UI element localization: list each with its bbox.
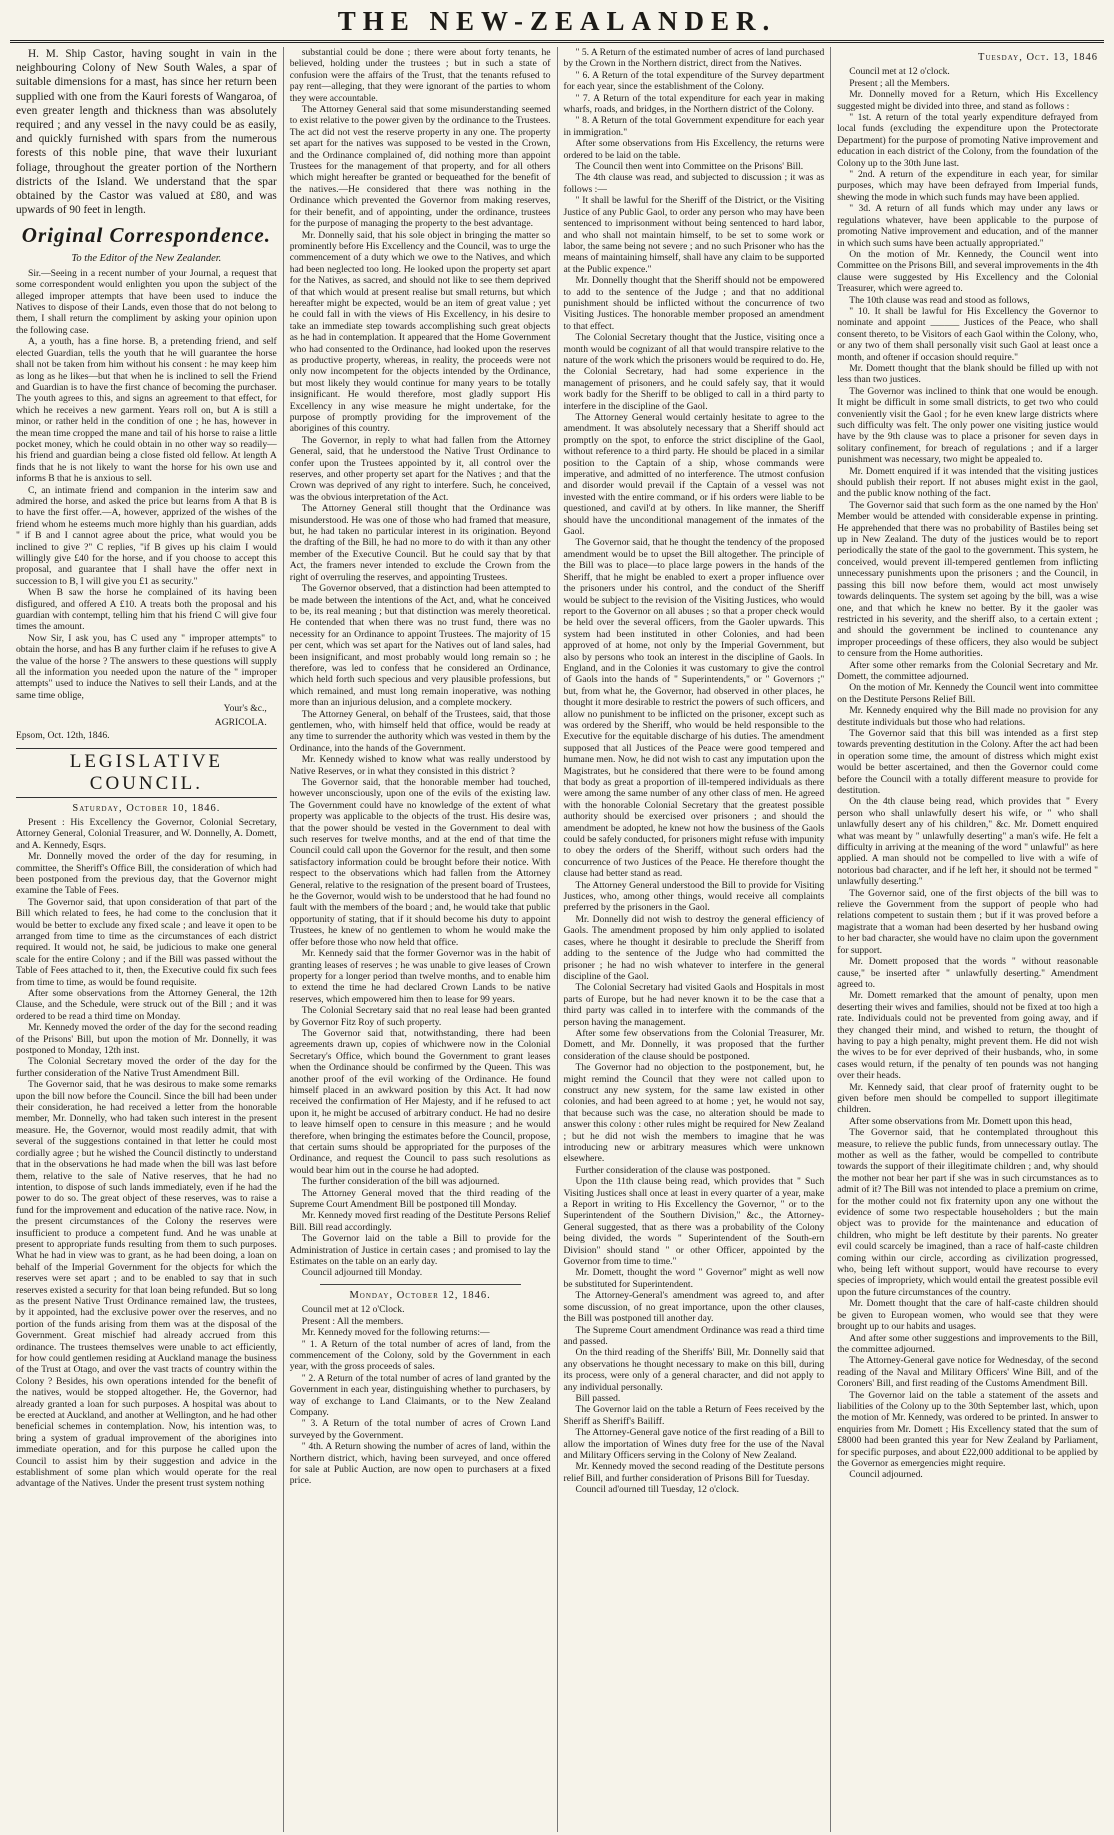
proceedings-paragraph: Mr. Domett proposed that the words " without reasonable cause," be inserted after " unlawfully deserting." Amendment agreed to. — [837, 956, 1098, 990]
proceedings-paragraph: The Attorney General would certainly hesitate to agree to the amendment. It was absolutely necessary that a Sheriff should act promptly on the spot, to enforce the strict discipline of the Gaol, without reference to a third party. He should be placed in a similar position to the Captain of a ship, whose commands were imperative, and admitted of no interference. The utmost confusion and disorder would prevail if the Captain of a vessel was not invested with the entire command, or if his orders were liable to be questioned, and cavil'd at by others. In like manner, the Sheriff should have the unconditional management of the inmates of the Gaol. — [563, 412, 825, 538]
proceedings-paragraph: The Attorney-General gave notice for Wednesday, of the second reading of the Naval and Military Officers' Wine Bill, and of the Coroners' Bill, and first reading of the Customs Amendment Bill. — [837, 1355, 1098, 1390]
proceedings-paragraph: The Governor said that, notwithstanding, there had been agreements drawn up, copies of whichwere now in the Colonial Secretary's Office, which bound the Government to grant leases when the Ordinance should be confirmed by the Queen. This was another proof of the evil working of the Ordinance. He found himself placed in an awkward position by this Act. It had now received the confirmation of Her Majesty, and if he refused to act upon it, he might be accused of arbitrary conduct. He had no desire to leave himself open to censure in this measure ; and he would therefore, when bringing the estimates before the Council, propose, that certain sums should be appropriated for the purposes of the Ordinance, and request the Council to pass such resolutions as would bear him out in the course he had adopted. — [289, 1027, 551, 1176]
proceedings-paragraph: Council met at 12 o'Clock. — [301, 1304, 405, 1316]
letter-salutation: To the Editor of the New Zealander. — [71, 253, 222, 265]
proceedings-paragraph: " It shall be lawful for the Sheriff of the District, or the Visiting Justice of any Public Gaol, to order any person who may have been sentenced to imprisonment without being sentenced to hard labor, and who shall not maintain himself, to be set to some work or labor, the same being not severe ; and no such Prisoner who has the means of maintaining himself, shall have any claim to be supported at the Public expence." — [563, 195, 825, 275]
proceedings-paragraph: On the motion of Mr. Kennedy the Council went into committee on the Destitute Persons Relief Bill. — [837, 682, 1098, 705]
column-4 — [831, 47, 1104, 1832]
proceedings-continued — [290, 47, 551, 1279]
proceedings-paragraph: The Governor laid on the table a Bill to provide for the Administration of Justice in certain cases ; and promised to lay the Estimates on the table on an early day. — [289, 1233, 551, 1268]
proceedings-paragraph: " 6. A Return of the total expenditure of the Survey department for each year, since the establishment of the Colony. — [563, 69, 825, 93]
proceedings-paragraph: The Colonial Secretary thought that the Justice, visiting once a month would be cognizant of all that would transpire relative to the nature of the work which the prisoners would be required to do. He, the Colonial Secretary, had had some experience in the management of prisoners, and he could safely say, that it would work badly for the Sheriff to be obliged to call in a third party to interfere in the discipline of the Gaol. — [563, 332, 825, 412]
proceedings-paragraph: Mr. Kennedy moved first reading of the Destitute Persons Relief Bill. Bill read accordingly. — [289, 1210, 551, 1233]
proceedings-paragraph: Present : All the members. — [301, 1315, 404, 1327]
column-3 — [558, 47, 832, 1832]
letter-signature: AGRICOLA. — [214, 716, 267, 728]
proceedings-paragraph: After some observations from His Excellency, the returns were ordered to be laid on the table. — [563, 138, 825, 161]
proceedings-paragraph: The Council then went into Committee on the Prisons' Bill. — [575, 161, 804, 173]
columns — [10, 47, 1104, 1832]
proceedings-paragraph: Mr. Donnelly moved for a Return, which His Excellency suggested might be divided into three, and stand as follows : — [837, 89, 1098, 112]
proceedings-paragraph: On the 4th clause being read, which provides that " Every person who shall unlawfully desert his wife, or " who shall unlawfully desert any of his children," &c. Mr. Domett enquired what was meant by " unlawfully deserting" a man's wife. He felt a difficulty in arriving at the meaning of the word " unlawful" as here applied. A man should not be compelled to live with a wife of notorious bad character, and if he left her, it should not be termed " unlawfully deserting." — [837, 796, 1098, 888]
proceedings-paragraph: Mr. Donnelly moved the order of the day for resuming, in committee, the Sheriff's Office Bill, the consideration of which had been postponed from the previous day, that the Governor might examine the Table of Fees. — [16, 851, 277, 897]
session-date-monday: Monday, October 12, 1846. — [349, 1289, 491, 1301]
section-heading-correspondence: Original Correspondence. — [21, 223, 271, 248]
column-1 — [10, 47, 284, 1832]
proceedings-paragraph: Mr. Domett remarked that the amount of penalty, upon men deserting their wives and families, should not be fixed at too high a rate. Individuals could not be prevented from going away, and if they changed their mind, and wished to return, the thought of having to pay a high penalty, might prevent them. He did not wish the wives to be for ever deprived of their husbands, who, in some cases would return, if the penalty of ten pounds was not hanging over their heads. — [837, 990, 1098, 1082]
letter-paragraph: Sir.—Seeing in a recent number of your Journal, a request that some correspondent would enlighten you upon the subject of the alleged improper attempts that have been used to induce the Natives to dispose of their Lands, even those that do not belong to them, I shall return the compliment by asking your opinion upon the following case. — [16, 267, 277, 336]
session-date-saturday: Saturday, October 10, 1846. — [72, 802, 221, 814]
proceedings-paragraph: Present : His Excellency the Governor, Colonial Secretary, Attorney General, Colonial Treasurer, and W. Donnelly, A. Domett, and A. Kennedy, Esqrs. — [16, 816, 277, 851]
proceedings-paragraph: The Governor had no objection to the postponement, but, he might remind the Council that they were not called upon to construct any new system, for the same law existed in other colonies, and had been agreed to at home ; yet, he would not say, that because such was the case, no alteration should be made to answer this colony : other rules might be required for New Zealand ; but he did not wish the members to imagine that he was introducing new or arbitrary measures which were unknown elsewhere. — [563, 1062, 825, 1165]
proceedings-paragraph: The Governor said, one of the first objects of the bill was to relieve the Government from the support of people who had relations competent to sustain them ; but if it was proved before a magistrate that a woman had been deserted by her husband owing to her bad character, she would have no claim upon the government for support. — [837, 887, 1098, 956]
proceedings-paragraph: Mr. Domett enquired if it was intended that the visiting justices should publish their report. If not abuses might exist in the gaol, and the public know nothing of the fact. — [837, 465, 1098, 500]
proceedings-paragraph: Mr. Kennedy moved the order of the day for the second reading of the Prisons' Bill, but upon the motion of Mr. Donnelly, it was postponed to Monday, 12th inst. — [16, 1022, 277, 1057]
proceedings-paragraph: The Attorney General said that some misunderstanding seemed to exist relative to the power given by the ordinance to the Trustees. The act did not vest the reserve property in any one. The property set apart for the natives was supposed to be vested in the Crown, and the Ordinance complained of, did nothing more than appoint Trustees for the management of that property, and for all others which might hereafter be granted or bequeathed for the benefit of the natives.—He considered that there was nothing in the Ordinance which prevented the Governor from making reserves, for their benefit, and of appointing, under the ordinance, trustees for the purpose of managing the property to the best advantage. — [289, 104, 551, 230]
letter-paragraph: A, a youth, has a fine horse. B, a pretending friend, and self elected Guardian, tells the youth that he will guarantee the horse shall not be taken from him without his consent : he may keep him as long as he likes—but that when he is inclined to sell the Friend and Guardian is to have the first chance of becoming the purchaser. The youth agrees to this, and signs an agreement to that effect, for which he receives a new garment. Years roll on, but A is still a minor, or rather held in the condition of one ; he has, however in the mean time cropped the mane and tail of his horse to raise a little pocket money, which he could obtain in no other way so readily—his friend and guardian being a close fisted old fellow. At length A finds that he is not likely to want the horse for his own use and informs B that he is anxious to sell. — [16, 336, 277, 485]
session-date-tuesday: Tuesday, Oct. 13, 1846 — [978, 52, 1098, 63]
proceedings-paragraph: On the motion of Mr. Kennedy, the Council went into Committee on the Prisons Bill, and several improvements in the 4th clause were suggested by His Excellency and the Colonial Treasurer, which were agreed to. — [837, 248, 1098, 295]
proceedings-paragraph: Mr. Kennedy wished to know what was really understood by Native Reserves, or in what they consisted in this district ? — [289, 754, 551, 777]
proceedings-paragraph: The Governor said, that upon consideration of that part of the Bill which related to fees, he had come to the conclusion that it would be better to exclude any fixed scale ; and leave it open to be arranged from time to time as the circumstances of each district required. It would not, he said, be judicious to make one general scale for the entire Colony ; and if the Bill was passed without the Table of Fees attached to it, then, the Executive could fix such fees from time to time, as would be found requisite. — [16, 896, 277, 988]
proceedings-paragraph: The Governor said, that he thought the tendency of the proposed amendment would be to upset the Bill altogether. The principle of the Bill was to place—to place large powers in the hands of the Sheriff, that he might be enabled to exert a proper influence over the prisoners under his control, and the conduct of the Sheriff would be subject to the revision of the Visiting Justices, who would report to the Governor on all abuses ; so that a proper check would be held over the several officers, from the Gaoler upwards. This system had been instituted in other Colonies, and had been approved of at home, not only by the Imperial Government, but also by persons who took an interest in the discipline of Gaols. In England, and in the Colonies it was customary to give the control of Gaols into the hands of " Superintendents," or " Governors ;" but, from what he, the Governor, had observed in other places, he thought it more desirable to restrict the powers of such officers, and allow no punishment to be inflicted on the prisoner, except such as was ordered by the Sheriff, who would be held responsible to the Executive for the equitable discharge of his duties. The amendment supposed that all Justices of the Peace were good tempered and humane men. Now, he did not wish to cast any imputation upon the Magistrates, but he considered that there were to be found among that body as great a proportion of ill-tempered individuals as there were among the same number of any other class of men. He agreed with the honorable Colonial Secretary that the greatest possible authority should be exercised over prisoners ; and should the amendment be adopted, he knew not how the business of the Gaols could be safely conducted, for prisoners might refuse with impunity to obey the orders of the Sheriff, without such orders had the concurrence of two Justices of the Peace. He therefore thought the clause had better stand as read. — [563, 537, 825, 880]
proceedings-paragraph: " 7. A Return of the total expenditure for each year in making wharfs, roads, and bridges, in the Northern district of the Colony. — [563, 92, 825, 116]
proceedings-paragraph: The 10th clause was read and stood as follows, — [849, 294, 1030, 306]
proceedings-paragraph: Mr. Kennedy said that the former Governor was in the habit of granting leases of reserves ; he was unable to give leases of Crown property for a longer period than twelve months, and to enable him to extend the time he had declared Crown Lands to be native reserves, which empowered him then to lease for 99 years. — [289, 948, 551, 1005]
proceedings-paragraph: After some few observations from the Colonial Treasurer, Mr. Domett, and Mr. Donnelly, it was proposed that the further consideration of the clause should be postponed. — [563, 1027, 825, 1062]
proceedings-paragraph: The Attorney General, on behalf of the Trustees, said, that those gentlemen, who, with himself held that office, would be ready at any time to surrender the authority which was vested in them by the Ordinance, into the hands of the Government. — [289, 708, 551, 754]
proceedings-paragraph: Mr. Domett, thought the word " Governor" might as well now be substituted for Superintendent. — [563, 1267, 825, 1290]
proceedings-paragraph: Mr. Domett thought that the care of half-caste children should be given to European women, who would see that they were brought up to our habits and usages. — [837, 1298, 1098, 1333]
proceedings-paragraph: Mr. Kennedy moved for the following returns:— — [301, 1327, 490, 1339]
proceedings-paragraph: " 5. A Return of the estimated number of acres of land purchased by the Crown in the Northern district, direct from the Natives. — [563, 47, 825, 70]
proceedings-paragraph: " 4th. A Return showing the number of acres of land, within the Northern district, which, having been surveyed, and once offered for sale at Public Auction, are now open to purchasers at a fixed price. — [289, 1441, 551, 1487]
proceedings-paragraph: The Governor laid on the table a Return of Fees received by the Sheriff as Sheriff's Bailiff. — [563, 1404, 825, 1427]
proceedings-paragraph: " 3d. A return of all funds which may under any laws or regulations whatever, have been applicable to the purpose of promoting Native improvement and education, and of the manner in which such sums have been actually appropriated." — [837, 203, 1098, 249]
proceedings-paragraph: Mr. Kennedy moved the second reading of the Destitute persons relief Bill, and further consideration of Prisons Bill for Tuesday. — [563, 1461, 825, 1484]
column-2 — [284, 47, 558, 1832]
proceedings-paragraph: The Attorney General moved that the third reading of the Supreme Court Amendment Bill be postponed till Monday. — [289, 1187, 551, 1211]
proceedings-paragraph: Further consideration of the clause was postponed. — [575, 1164, 771, 1176]
proceedings-paragraph: " 3. A Return of the total number of acres of Crown Land surveyed by the Government. — [289, 1418, 551, 1441]
tuesday-proceedings — [837, 66, 1098, 1480]
proceedings-paragraph: And after some other suggestions and improvements to the Bill, the committee adjourned. — [837, 1332, 1098, 1355]
proceedings-paragraph: Mr. Kennedy enquired why the Bill made no provision for any destitute individuals but those who had relations. — [837, 705, 1098, 728]
divider — [320, 1284, 521, 1285]
proceedings-paragraph: The further consideration of the bill was adjourned. — [301, 1176, 500, 1188]
proceedings-paragraph: The Colonial Secretary had visited Gaols and Hospitals in most parts of Europe, but he had never known it to be the case that a third party was called in to interfere with the commands of the person having the management. — [563, 982, 825, 1028]
proceedings-paragraph: The Governor laid on the table a statement of the assets and liabilities of the Colony up to the 30th September last, which, upon the motion of Mr. Kennedy, was ordered to be printed. In answer to enquiries from Mr. Domett ; His Excellency stated that the sum of £8000 had been granted this year for New Zealand by Parliament, for specific purposes, and about £22,000 additional to be applied by the Governor as emergencies might require. — [837, 1389, 1098, 1469]
proceedings-paragraph: Mr. Donnelly said, that his sole object in bringing the matter so prominently before His Excellency and the Council, was to urge the commencement of a duty which we owe to the Natives, and which had been neglected too long. He looked upon the property set apart for the Natives, as sacred, and should not like to see them deprived of that which would at present realise but small returns, but which hereafter might be expected, would be an item of great value ; yet he could fall in with the views of His Excellency, in his desire to take an immediate step towards accomplishing such great objects as he had in contemplation. It appeared that the Home Government who had consented to the Ordinance, had looked upon the reserves as productive property, whereas, in reality, the proceeds were not only now incompetent for the objects intended by the Ordinance, but most likely they would continue for many years to be totally insignificant. He would therefore, most gladly support His Excellency in any wise measure he might undertake, for the purpose of promptly providing for the improvement of the aborigines of this country. — [289, 229, 551, 435]
proceedings-paragraph: Upon the 11th clause being read, which provides that " Such Visiting Justices shall once at least in every quarter of a year, make a Report in writing to His Excellency the Governor, " or to the Superintendent of the Southern Division," &c., the Attorney-General suggested, that as there was a probability of the Colony being divided, the words " Superintendent of the South-ern Division" should stand " or other Officer, appointed by the Governor from time to time." — [563, 1176, 825, 1268]
proceedings-paragraph: The Attorney General still thought that the Ordinance was misunderstood. He was one of those who had framed that measure, but, he had taken no particular interest in its origination. Beyond the drafting of the Bill, he had no more to do with it than any other member of the Executive Council. But he could say that by that Act, the framers never intended to exclude the Crown from the right of overruling the reserves, and appointing Trustees. — [289, 503, 551, 583]
proceedings-paragraph: " 8. A Return of the total Government expenditure for each year in immigration." — [563, 115, 825, 138]
proceedings-paragraph: The Governor observed, that a distinction had been attempted to be made between the intentions of the Act, and, what he conceived to be, its real meaning ; but that distinction was merely theoretical. He contended that when there was no trust fund, there was no necessity for an Ordinance to appoint Trustees. The majority of 15 per cent, which was set apart for the Natives out of land sales, had been insignificant, and most probably would long remain so ; he therefore, was led to confess that he considered an Ordinance, which held forth such specious and very plausible professions, but which remained, and must long remain inoperative, was nothing more than an injurious delusion, and a complete mockery. — [289, 583, 551, 709]
proceedings-paragraph: The Attorney-General gave notice of the first reading of a Bill to allow the importation of Wines duty free for the use of the Naval and Military Officers serving in the Colony of New Zealand. — [563, 1427, 825, 1461]
proceedings-paragraph: After some observations from Mr. Domett upon this head, — [849, 1115, 1072, 1127]
proceedings-paragraph: Bill passed. — [575, 1392, 621, 1404]
letter-dateline: Epsom, Oct. 12th, 1846. — [16, 730, 110, 742]
proceedings-paragraph: The Governor said, that the honorable member had touched, however unconsciously, upon one of the evils of the existing law. The Government could have no knowledge of the extent of what property was applicable to the objects of the trust. His desire was, that the power should be vested in the Government to deal with such reserves for twelve months, and at the end of that time the Council could call upon the Governor for the result, and then some satisfactory information could be brought before their notice. With respect to the observations which had fallen from the Attorney General, relative to the resignation of the present board of Trustees, he the Governor, would wish to be understood that he had found no fault with the members of the board ; and, he would take that public opportunity of stating, that if it should become his duty to appoint Trustees, he knew of no gentlemen to whom he would make the offer before those who now held that office. — [289, 777, 551, 948]
masthead: THE NEW-ZEALANDER. — [10, 0, 1104, 43]
letter-paragraph: C, an intimate friend and companion in the interim saw and admired the horse, and asked the price but learns from A that B is to have the first offer.—A, however, apprized of the wishes of the friend whom he esteems much more highly than his guardian, adds " if B and I cannot agree about the price, what would you be inclined to give ?" C replies, "if B gives up his claim I would willingly give £40 for the horse, and if you choose to accept this proposal, and guarantee that I shall have the offer next in succession to B, I will give you £1 as security." — [16, 484, 277, 587]
proceedings-paragraph: The Attorney-General's amendment was agreed to, and after some discussion, of no great importance, upon the other clauses, the Bill was postponed till another day. — [563, 1290, 825, 1325]
proceedings-paragraph: The Governor said that such form as the one named by the Hon' Member would be attended with considerable expense in printing. He apprehended that there was no probability of Bastiles being set up in New Zealand. The duty of the justices would be to report periodically the state of the gaol to the government. This system, he conceived, would prevent ill-tempered gentlemen from inflicting unnecessary punishments upon the prisoners ; and the Council, in passing this bill now before them, would act most unwisely towards delinquents. The system set agoing by the bill, was a wise one, and that which he knew no better. By it the gaoler was restricted in his severity, and the sheriff also, to a certain extent ; and should the government be inclined to countenance any improper proceedings of these officers, they also would be subject to censure from the Home authorities. — [837, 499, 1098, 660]
proceedings-paragraph: Mr. Domett thought that the blank should be filled up with not less than two justices. — [837, 362, 1098, 386]
proceedings-paragraph: The Governor said, that he was desirous to make some remarks upon the bill now before the Council. Since the bill had been under their consideration, he had received a letter from the honorable member, Mr. Donnelly, who had taken such interest in the present measure. He, the Governor, would most readily admit, that with several of the suggestions contained in that letter he could most cordially agree ; but he wished the Council distinctly to understand that in the observations he had made when the bill was last before them, relative to the sale of Native reserves, that he had no intention, to dispose of such lands immediately, even if he had the power to do so. The great object of these reserves, was to raise a fund for the improvement and education of the native race. Now, in the present circumstances of the Colony the reserves were insufficient to produce a competent fund. And he was unable at present to appropriate funds resulting from them to such purposes. What he had in view was to grant, as he had been doing, a loan on behalf of the Imperial Government for the objects for which the reserves were set apart ; and to be enabled to say that in such reserves existed a security for that loan being refunded. But so long as the present Native Trust Ordinance remained law, the trustees, by it appointed, had the exclusive power over the reserves, and no portion of the funds arising from them was at the disposal of the Government. Great mischief had already accrued from this ordinance. The trustees themselves were unable to act efficiently, for how could gentlemen residing at Auckland manage the business of the Trust at Otago, and over the vast tracts of country within the Colony ? Besides, his own operations intended for the benefit of the natives, would be stopped altogether. He, the Governor, had already granted a loan for such purposes. A hospital was about to be erected at Auckland, and another at Wellington, and he had other beneficial schemes in contemplation. Now, his intention was, to bring a system of gradual improvement of the aborigines into immediate operation, and for this purpose he called upon the Council to assist him by their suggestion and advice in the establishment of some plan which would operate for the real advantage of the Natives. Under the present trust system nothing — [16, 1079, 277, 1490]
proceedings-paragraph: The Colonial Secretary said that no real lease had been granted by Governor Fitz Roy of such property. — [289, 1005, 551, 1028]
letter-paragraph: When B saw the horse he complained of its having been disfigured, and offered A £10. A treats both the proposal and his guardian with contempt, telling him that his friend C will give four times the amount. — [16, 587, 277, 633]
section-heading-council: LEGISLATIVE COUNCIL. — [16, 748, 277, 798]
monday-proceedings-continued — [564, 47, 825, 1496]
proceedings-paragraph: The Governor was inclined to think that one would be enough. It might be difficult in some small districts, to get two who could conveniently visit the Gaol ; for he even knew large districts where such difficulty was felt. The only power one visiting justice would have by the 9th clause was to place a prisoner for seven days in solitary confinement, for breach of regulations ; and if a larger punishment was necessary, two might be appealed to. — [837, 385, 1098, 466]
proceedings-paragraph: Council met at 12 o'clock. — [849, 66, 950, 78]
proceedings-paragraph: Mr. Donnelly thought that the Sheriff should not be empowered to add to the sentence of the Judge ; and that no additional punishment should be inflicted without the concurrence of two Visiting Justices. The honorable member proposed an amendment to that effect. — [563, 275, 825, 332]
proceedings-paragraph: " 1. A Return of the total number of acres of land, from the commencement of the Colony, sold by the Government in each year, with the gross proceeds of sales. — [289, 1338, 551, 1373]
proceedings-paragraph: After some observations from the Attorney General, the 12th Clause, and the Schedule, were struck out of the Bill ; and it was ordered to be read a third time on Monday. — [16, 988, 277, 1022]
proceedings-paragraph: The Supreme Court amendment Ordinance was read a third time and passed. — [563, 1324, 825, 1347]
proceedings-paragraph: The Governor said, that he contemplated throughout this measure, to relieve the public funds, from unnecessary outlay. The mother as well as the father, would be compelled to contribute towards the support of their illegitimate children ; and, why should the mother not bear her part if she was in such circumstances as to admit of it? The Bill was not intended to place a premium on crime, for the mother could not fix fraternity upon any one without the evidence of some two respectable householders ; but the main object was to provide for the maintenance and education of children, who might be left destitute by their parents. No greater evil could scarcely be imagined, than a race of half-caste children coming within our circle, according as civilization progressed, who, being left without support, would have recourse to every species of impropriety, which would entail the greatest possible evil upon the future circumstances of the country. — [837, 1127, 1098, 1298]
letter-closing: Your's &c., — [223, 703, 267, 715]
saturday-proceedings — [16, 817, 277, 1490]
proceedings-paragraph: The Attorney General understood the Bill to provide for Visiting Justices, who, among other things, would receive all complaints preferred by the prisoners in the Gaol. — [563, 879, 825, 914]
proceedings-paragraph: " 1st. A return of the total yearly expenditure defrayed from local funds (excluding the expenditure upon the Protectorate Department) for the purpose of promoting Native improvement and education in each district of the Colony, from the foundation of the Colony up to the 30th June last. — [837, 112, 1098, 169]
proceedings-paragraph: " 10. It shall be lawful for His Excellency the Governor to nominate and appoint ______ Justices of the Peace, who shall consent thereto, to be Visitors of each Gaol within the Colony, who, or any two of them shall personally visit such Gaol at least once a month, and oftener if occasion should require." — [837, 305, 1098, 363]
letter-paragraph: Now Sir, I ask you, has C used any " improper attempts" to obtain the horse, and has B any further claim if he refuses to give A the value of the horse ? The answers to these questions will supply all the information you needed upon the nature of the " improper attempts" used to induce the Natives to sell their Lands, and at the same time oblige, — [16, 632, 277, 701]
proceedings-paragraph: Mr. Donnelly did not wish to destroy the general efficiency of Gaols. The amendment proposed by him only applied to isolated cases, where he thought it desirable to preclude the Sheriff from adding to the sentence of the Judge who had committed the prisoner ; he had no wish whatever to interfere in the general discipline of the Gaol. — [563, 913, 825, 982]
proceedings-paragraph: Council adjourned. — [849, 1469, 923, 1481]
proceedings-paragraph: " 2. A Return of the total number of acres of land granted by the Government in each year, distinguishing whether to purchasers, by way of exchange to Land Claimants, or to the New Zealand Company. — [289, 1372, 551, 1418]
proceedings-paragraph: Council ad'ourned till Tuesday, 12 o'clock. — [575, 1484, 740, 1496]
proceedings-paragraph: The Governor, in reply to what had fallen from the Attorney General, said, that he understood the Native Trust Ordinance to confer upon the Trustees appointed by it, all control over the reserves, and other property set apart for the Natives ; and that the Crown was deprived of any right to interfere. Such, he conceived, was the obvious interpretation of the Act. — [289, 434, 551, 503]
castor-article: H. M. Ship Castor, having sought in vain in the neighbouring Colony of New South Wales, a spar of suitable dimensions for a mast, has since her return been supplied with one from the Kauri forests of Wangaroa, of even greater length and thickness than was absolutely required ; and any vessel in the navy could be as easily, and quickly furnished with spars from the numerous forests of this noble pine, that wave their luxuriant foliage, throughout the greater portion of the Northern districts of the Island. We understand that the spar obtained by the Castor was valued at £80, and was upwards of 90 feet in length. — [16, 48, 277, 217]
proceedings-paragraph: The Colonial Secretary moved the order of the day for the further consideration of the Native Trust Amendment Bill. — [16, 1056, 277, 1079]
proceedings-paragraph: Present ; all the Members. — [849, 77, 950, 89]
proceedings-paragraph: Mr. Kennedy said, that clear proof of fraternity ought to be given before men should be compelled to support illegitimate children. — [837, 1081, 1098, 1116]
monday-proceedings — [290, 1304, 551, 1487]
proceedings-paragraph: " 2nd. A return of the expenditure in each year, for similar purposes, which may have been defrayed from Imperial funds, shewing the mode in which such funds may have been applied. — [837, 169, 1098, 203]
proceedings-paragraph: The Governor said that this bill was intended as a first step towards preventing destitution in the Colony. After the act had been in operation some time, the amount of distress which might exist would be better ascertained, and then the Governor could come before the Council with a totally different measure to provide for destitution. — [837, 727, 1098, 796]
proceedings-paragraph: After some other remarks from the Colonial Secretary and Mr. Domett, the committee adjourned. — [837, 659, 1098, 682]
proceedings-paragraph: On the third reading of the Sheriffs' Bill, Mr. Donnelly said that any observations he thought necessary to make on this bill, during its process, were only of a general character, and did not apply to any individual personally. — [563, 1347, 825, 1393]
proceedings-paragraph: substantial could be done ; there were about forty tenants, he believed, holding under the trustees ; but in such a state of confusion were the affairs of the Trust, that the tenants refused to pay rent—alleging, that they were ignorant of the parties to whom they were accountable. — [289, 47, 551, 104]
proceedings-paragraph: Council adjourned till Monday. — [301, 1267, 423, 1279]
letter-body — [16, 268, 277, 701]
proceedings-paragraph: The 4th clause was read, and subjected to discussion ; it was as follows :— — [563, 172, 825, 195]
